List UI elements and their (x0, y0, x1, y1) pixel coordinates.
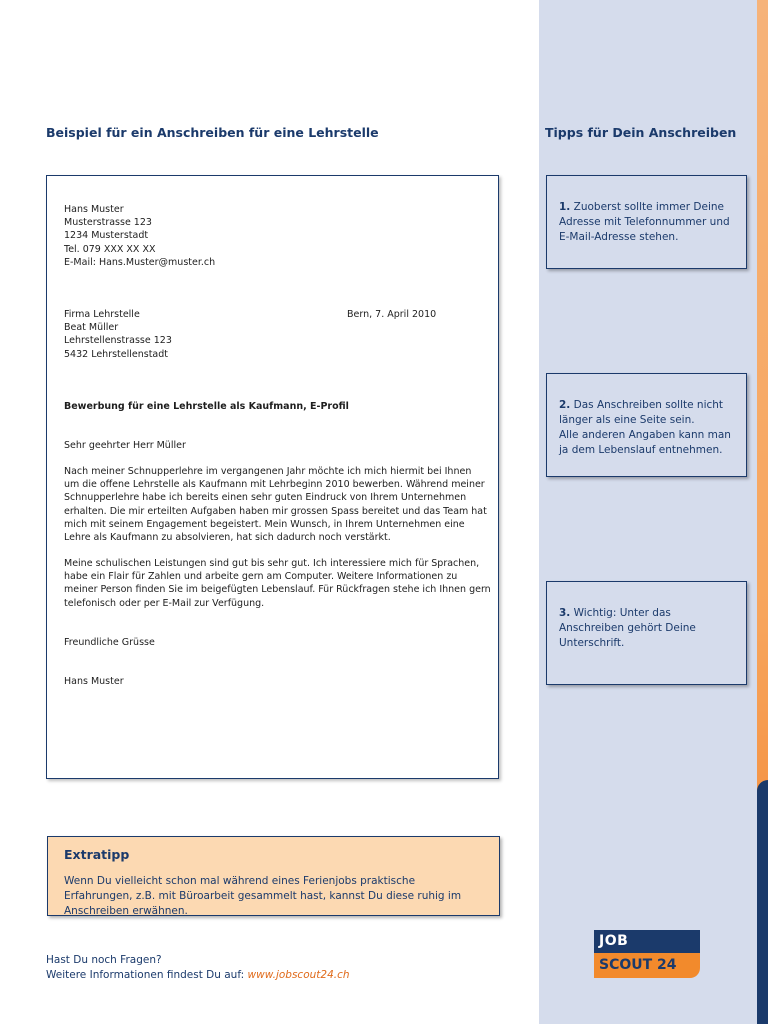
letter-salutation: Sehr geehrter Herr Müller (64, 440, 186, 451)
sender-line: Hans Muster (64, 204, 124, 215)
sender-line: 1234 Musterstadt (64, 230, 149, 242)
tip-text: Zuoberst sollte immer Deine Adresse mit Telefonnummer und E-Mail-Adresse stehen. (559, 201, 730, 243)
recipient-address (64, 308, 172, 361)
letter-closing: Freundliche Grüsse (64, 637, 155, 648)
jobscout24-logo (594, 930, 700, 978)
sender-line: E-Mail: Hans.Muster@muster.ch (64, 256, 216, 268)
tip-text: Das Anschreiben sollte nicht länger als eine Seite sein. (559, 399, 724, 426)
recipient-line: Firma Lehrstelle (64, 309, 140, 320)
letter-paragraph-1 (64, 465, 487, 544)
paragraph-line: mich mit seinem Engagement begeistert. Mein Wunsch, in Ihrem Unternehmen eine (64, 518, 465, 530)
footer-info-text: Weitere Informationen findest Du auf: (46, 969, 245, 981)
sender-address (64, 203, 215, 269)
letter-sample (46, 175, 499, 779)
page-title: Beispiel für ein Anschreiben für eine Lehrstelle (46, 125, 379, 140)
paragraph-line: Lehre als Kaufmann zu absolvieren, hat sich dadurch noch verstärkt. (64, 532, 391, 544)
tips-sidebar (539, 0, 757, 1024)
sender-line: Musterstrasse 123 (64, 217, 152, 229)
logo-job: JOB (594, 930, 700, 953)
paragraph-line: erhalten. Die mir erteilten Aufgaben haben mir grossen Spass bereitet und das Team hat (64, 505, 487, 517)
recipient-line: Lehrstellenstrasse 123 (64, 335, 172, 347)
tip-number: 2. (559, 399, 571, 411)
footer-info-line (46, 968, 350, 983)
paragraph-line: telefonisch oder per E-Mail zur Verfügung. (64, 597, 265, 609)
paragraph-line: Nach meiner Schnupperlehre im vergangenen Jahr möchte ich mich hiermit bei Ihnen (64, 466, 472, 477)
tip-box-2 (546, 373, 747, 477)
paragraph-line: Meine schulischen Leistungen sind gut bis sehr gut. Ich interessiere mich für Sprachen, (64, 558, 480, 569)
letter-date: Bern, 7. April 2010 (347, 309, 437, 320)
recipient-line: 5432 Lehrstellenstadt (64, 348, 169, 360)
tip-box-1 (546, 175, 747, 269)
footer-contact (46, 953, 350, 983)
tip-number: 1. (559, 201, 571, 213)
navy-edge-stripe (757, 780, 768, 1024)
paragraph-line: meiner Person finden Sie im beigefügten Lebenslauf. Für Rückfragen stehe ich Ihnen gern (64, 584, 491, 596)
sidebar-title: Tipps für Dein Anschreiben (545, 125, 737, 140)
recipient-line: Beat Müller (64, 322, 119, 334)
sender-line: Tel. 079 XXX XX XX (64, 243, 156, 255)
tip-box-3 (546, 581, 747, 685)
extratipp-title: Extratipp (64, 847, 130, 862)
letter-paragraph-2 (64, 557, 491, 610)
paragraph-line: habe ein Flair für Zahlen und arbeite gern am Computer. Weitere Informationen zu (64, 571, 458, 583)
letter-subject: Bewerbung für eine Lehrstelle als Kaufmann, E-Profil (64, 401, 349, 412)
jobscout-link[interactable]: www.jobscout24.ch (247, 969, 350, 981)
logo-scout24: SCOUT 24 (594, 953, 700, 978)
tip-number: 3. (559, 607, 571, 619)
extratipp-box (47, 836, 500, 916)
tip-text-continued: Alle anderen Angaben kann man ja dem Lebenslauf entnehmen. (559, 429, 731, 456)
paragraph-line: um die offene Lehrstelle als Kaufmann mit Lehrbeginn 2010 bewerben. Während meiner (64, 479, 485, 491)
paragraph-line: Schnupperlehre habe ich bereits einen sehr guten Eindruck von Ihrem Unternehmen (64, 492, 467, 504)
extratipp-text: Wenn Du vielleicht schon mal während eines Ferienjobs praktische Erfahrungen, z.B. mit Büroarbeit gesammelt hast, kannst Du diese ruhig im Anschreiben erwähnen. (64, 875, 462, 917)
letter-signature: Hans Muster (64, 676, 124, 687)
tip-text: Wichtig: Unter das Anschreiben gehört Deine Unterschrift. (559, 607, 696, 649)
footer-question: Hast Du noch Fragen? (46, 954, 162, 966)
